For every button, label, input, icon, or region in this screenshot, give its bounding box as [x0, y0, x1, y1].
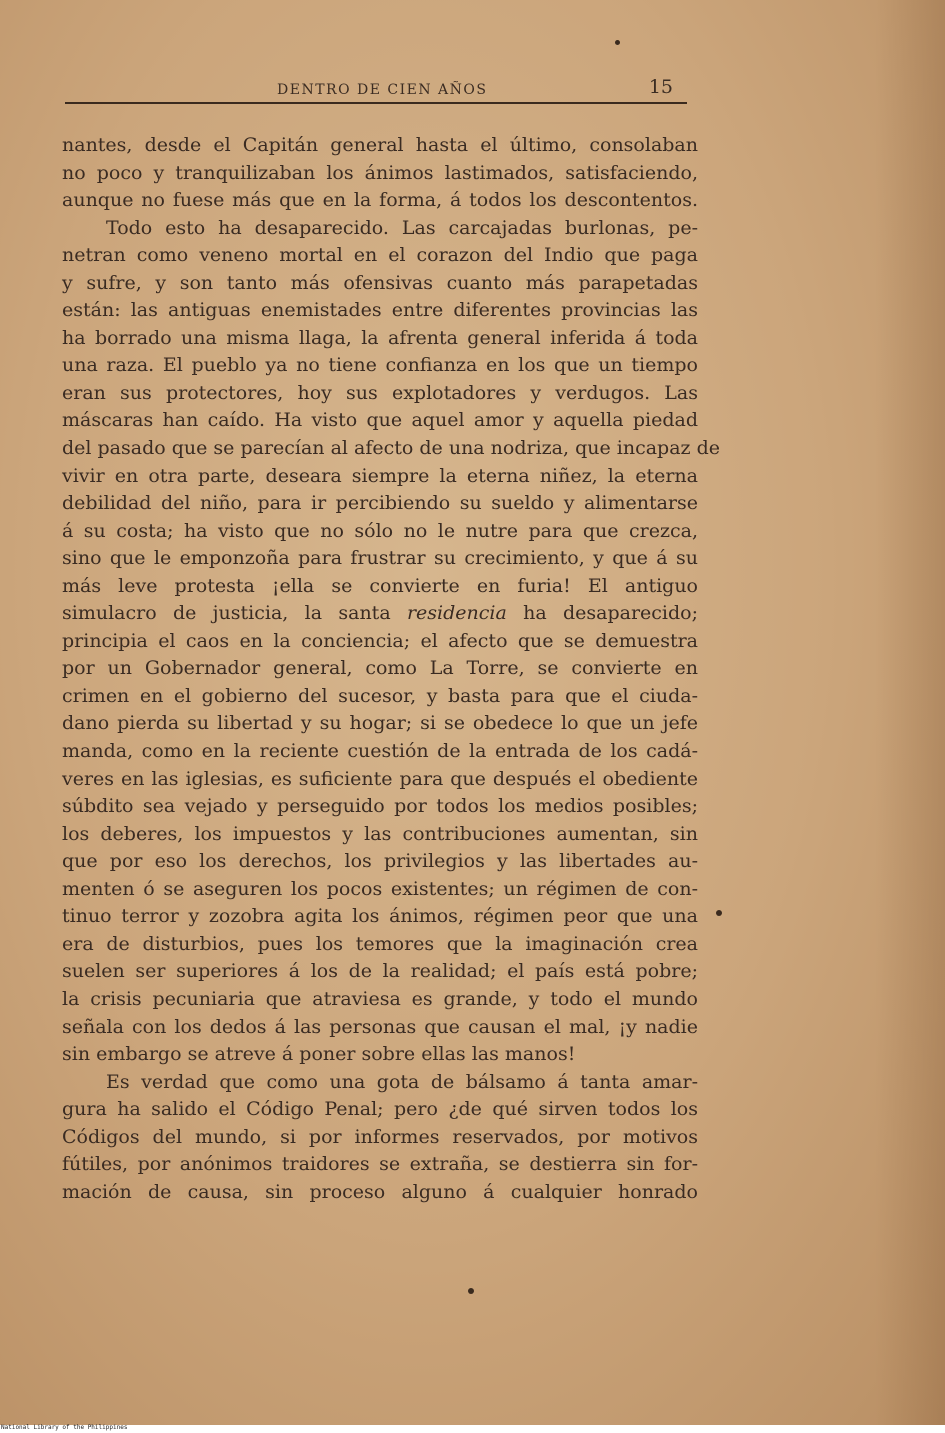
text-line: veres en las iglesias, es suficiente para que después el obediente: [62, 767, 698, 790]
page-gutter-shadow: [875, 0, 945, 1425]
scan-credit: National Library of the Philippines: [1, 1424, 128, 1431]
text-line: están: las antiguas enemistades entre diferentes provincias las: [62, 299, 698, 322]
text-line: súbdito sea vejado y perseguido por todos los medios posibles;: [62, 795, 698, 818]
page-number: 15: [648, 76, 673, 98]
text-line: ha borrado una misma llaga, la afrenta general inferida á toda: [62, 326, 698, 349]
text-line: suelen ser superiores á los de la realidad; el país está pobre;: [62, 960, 698, 983]
text-line: netran como veneno mortal en el corazon del Indio que paga: [62, 244, 698, 267]
text-line: sino que le emponzoña para frustrar su crecimiento, y que á su: [62, 547, 698, 570]
text-line: manda, como en la reciente cuestión de la entrada de los cadá-: [62, 740, 698, 763]
ink-speck: [615, 40, 620, 45]
text-line: á su costa; ha visto que no sólo no le nutre para que crezca,: [62, 519, 698, 542]
running-title: DENTRO DE CIEN AÑOS: [277, 82, 488, 98]
text-line: del pasado que se parecían al afecto de una nodriza, que incapaz de: [62, 437, 721, 460]
text-line: Códigos del mundo, si por informes reservados, por motivos: [62, 1125, 698, 1148]
text-line: máscaras han caído. Ha visto que aquel amor y aquella piedad: [62, 409, 698, 432]
text-line: vivir en otra parte, deseara siempre la eterna niñez, la eterna: [62, 464, 698, 487]
text-line: que por eso los derechos, los privilegios y las libertades au-: [62, 850, 698, 873]
text-line: señala con los dedos á las personas que causan el mal, ¡y nadie: [62, 1015, 698, 1038]
scan-credit-bar: [0, 1425, 945, 1433]
text-line: tinuo terror y zozobra agita los ánimos, régimen peor que una: [62, 905, 698, 928]
text-line: más leve protesta ¡ella se convierte en furia! El antiguo: [62, 574, 698, 597]
text-line: menten ó se aseguren los pocos existentes; un régimen de con-: [62, 877, 698, 900]
text-line: crimen en el gobierno del sucesor, y basta para que el ciuda-: [62, 684, 698, 707]
text-line: gura ha salido el Código Penal; pero ¿de qué sirven todos los: [62, 1098, 698, 1121]
line-text: simulacro de justicia, la santa: [62, 602, 407, 625]
text-line: Es verdad que como una gota de bálsamo á tanta amar-: [106, 1070, 698, 1093]
text-line: la crisis pecuniaria que atraviesa es grande, y todo el mundo: [62, 987, 698, 1010]
text-line: principia el caos en la conciencia; el afecto que se demuestra: [62, 629, 698, 652]
line-text: ha desaparecido;: [506, 602, 698, 625]
text-line: debilidad del niño, para ir percibiendo su sueldo y alimentarse: [62, 492, 698, 515]
text-line: por un Gobernador general, como La Torre, se convierte en: [62, 657, 698, 680]
running-header: [65, 76, 687, 104]
text-line: nantes, desde el Capitán general hasta el último, consolaban: [62, 134, 698, 156]
body-text: [62, 132, 721, 1206]
text-line: dano pierda su libertad y su hogar; si se obedece lo que un jefe: [62, 712, 698, 735]
text-line: los deberes, los impuestos y las contribuciones aumentan, sin: [62, 822, 698, 845]
text-line: fútiles, por anónimos traidores se extraña, se destierra sin for-: [62, 1153, 698, 1176]
ink-speck: [468, 1288, 474, 1294]
text-line: no poco y tranquilizaban los ánimos lastimados, satisfaciendo,: [62, 161, 698, 184]
text-line: mación de causa, sin proceso alguno á cualquier honrado: [62, 1180, 698, 1203]
text-line: y sufre, y son tanto más ofensivas cuanto más parapetadas: [62, 271, 698, 294]
text-line: era de disturbios, pues los temores que la imaginación crea: [62, 932, 698, 955]
text-line: eran sus protectores, hoy sus explotadores y verdugos. Las: [62, 381, 698, 404]
text-line: Todo esto ha desaparecido. Las carcajadas burlonas, pe-: [106, 216, 698, 239]
text-line: sin embargo se atreve á poner sobre ellas las manos!: [62, 1043, 576, 1066]
text-line: [62, 600, 698, 628]
text-line: aunque no fuese más que en la forma, á todos los descontentos.: [62, 189, 698, 212]
italic-term: residencia: [406, 602, 507, 625]
ink-speck: [716, 910, 722, 916]
text-line: una raza. El pueblo ya no tiene confianza en los que un tiempo: [62, 354, 698, 377]
